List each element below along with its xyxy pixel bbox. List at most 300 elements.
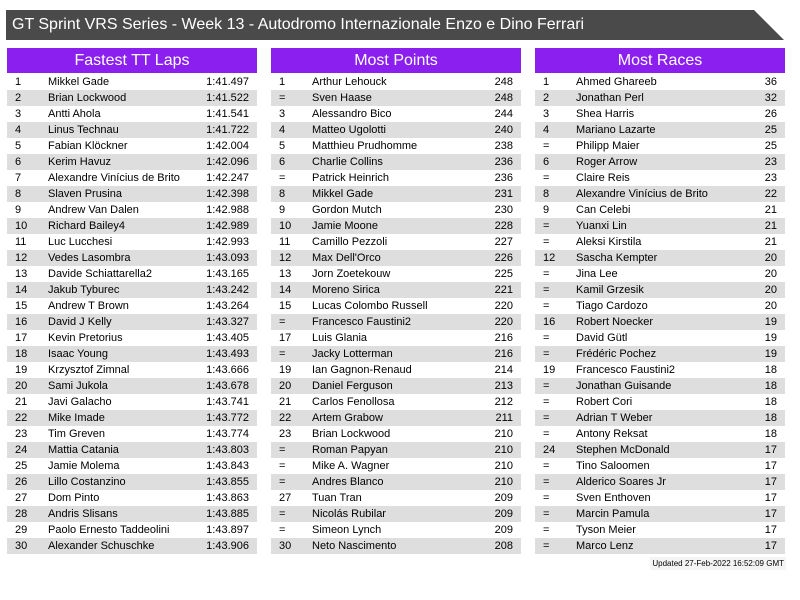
table-row	[271, 234, 521, 250]
position-cell: 11	[279, 236, 291, 248]
position-cell: =	[543, 220, 550, 232]
table-row	[271, 506, 521, 522]
value-cell: 248	[494, 92, 513, 104]
table-row	[535, 122, 785, 138]
driver-name-cell: Jina Lee	[576, 268, 618, 280]
table-row	[7, 234, 257, 250]
driver-name-cell: Patrick Heinrich	[312, 172, 390, 184]
table-row	[271, 138, 521, 154]
value-cell: 220	[494, 300, 513, 312]
position-cell: 30	[15, 540, 28, 552]
position-cell: 8	[279, 188, 286, 200]
value-cell: 209	[494, 508, 513, 520]
table-row	[271, 538, 521, 554]
panel-title-most-points: Most Points	[271, 48, 521, 73]
position-cell: =	[279, 172, 286, 184]
value-cell: 216	[494, 332, 513, 344]
value-cell: 1:43.666	[206, 364, 249, 376]
position-cell: 29	[15, 524, 28, 536]
value-cell: 32	[764, 92, 777, 104]
table-row	[271, 490, 521, 506]
driver-name-cell: Antti Ahola	[48, 108, 101, 120]
driver-name-cell: Tino Saloomen	[576, 460, 650, 472]
table-row	[535, 522, 785, 538]
table-row	[535, 282, 785, 298]
table-row	[535, 314, 785, 330]
driver-name-cell: Jonathan Perl	[576, 92, 644, 104]
value-cell: 225	[494, 268, 513, 280]
driver-name-cell: Tuan Tran	[312, 492, 362, 504]
value-cell: 209	[494, 492, 513, 504]
table-row	[535, 202, 785, 218]
position-cell: 1	[15, 76, 22, 88]
driver-name-cell: Jacky Lotterman	[312, 348, 393, 360]
value-cell: 1:43.774	[206, 428, 249, 440]
value-cell: 1:43.493	[206, 348, 249, 360]
value-cell: 228	[494, 220, 513, 232]
position-cell: 18	[15, 348, 28, 360]
driver-name-cell: Lillo Costanzino	[48, 476, 126, 488]
position-cell: 8	[15, 188, 22, 200]
position-cell: 20	[279, 380, 292, 392]
table-row	[271, 122, 521, 138]
driver-name-cell: Mikkel Gade	[312, 188, 374, 200]
table-row	[271, 218, 521, 234]
table-row	[7, 330, 257, 346]
value-cell: 23	[764, 156, 777, 168]
table-row	[271, 394, 521, 410]
table-row	[7, 442, 257, 458]
value-cell: 23	[764, 172, 777, 184]
position-cell: 9	[279, 204, 286, 216]
table-row	[535, 74, 785, 90]
value-cell: 1:43.327	[206, 316, 249, 328]
position-cell: 19	[15, 364, 28, 376]
table-row	[271, 410, 521, 426]
table-row	[535, 266, 785, 282]
driver-name-cell: Vedes Lasombra	[48, 252, 131, 264]
table-row	[535, 362, 785, 378]
value-cell: 18	[764, 396, 777, 408]
driver-name-cell: Kerim Havuz	[48, 156, 111, 168]
driver-name-cell: Slaven Prusina	[48, 188, 122, 200]
driver-name-cell: Adrian T Weber	[576, 412, 653, 424]
position-cell: =	[543, 140, 550, 152]
table-row	[535, 474, 785, 490]
most-races-list	[535, 74, 785, 554]
driver-name-cell: Alexandre Vinícius de Brito	[48, 172, 180, 184]
value-cell: 17	[764, 524, 777, 536]
driver-name-cell: Max Dell'Orco	[312, 252, 381, 264]
value-cell: 17	[764, 508, 777, 520]
driver-name-cell: Paolo Ernesto Taddeolini	[48, 524, 170, 536]
table-row	[7, 218, 257, 234]
position-cell: =	[543, 300, 550, 312]
table-row	[535, 298, 785, 314]
value-cell: 18	[764, 412, 777, 424]
table-row	[7, 250, 257, 266]
position-cell: =	[279, 444, 286, 456]
table-row	[7, 282, 257, 298]
value-cell: 18	[764, 364, 777, 376]
table-row	[7, 538, 257, 554]
driver-name-cell: Moreno Sirica	[312, 284, 380, 296]
position-cell: =	[543, 508, 550, 520]
table-row	[7, 138, 257, 154]
position-cell: 17	[15, 332, 28, 344]
driver-name-cell: Sami Jukola	[48, 380, 108, 392]
driver-name-cell: Kamil Grzesik	[576, 284, 644, 296]
position-cell: =	[279, 316, 286, 328]
table-row	[271, 202, 521, 218]
table-row	[7, 490, 257, 506]
value-cell: 226	[494, 252, 513, 264]
position-cell: =	[543, 268, 550, 280]
driver-name-cell: Claire Reis	[576, 172, 630, 184]
driver-name-cell: Mattia Catania	[48, 444, 119, 456]
position-cell: =	[543, 284, 550, 296]
driver-name-cell: Richard Bailey4	[48, 220, 126, 232]
table-row	[271, 106, 521, 122]
driver-name-cell: Antony Reksat	[576, 428, 648, 440]
position-cell: 30	[279, 540, 292, 552]
table-row	[271, 474, 521, 490]
value-cell: 17	[764, 444, 777, 456]
table-row	[7, 474, 257, 490]
value-cell: 210	[494, 460, 513, 472]
value-cell: 1:41.522	[206, 92, 249, 104]
driver-name-cell: Marco Lenz	[576, 540, 634, 552]
table-row	[535, 490, 785, 506]
table-row	[535, 410, 785, 426]
table-row	[7, 394, 257, 410]
value-cell: 17	[764, 492, 777, 504]
driver-name-cell: Mariano Lazarte	[576, 124, 656, 136]
table-row	[535, 250, 785, 266]
driver-name-cell: Stephen McDonald	[576, 444, 670, 456]
table-row	[7, 122, 257, 138]
table-row	[7, 298, 257, 314]
driver-name-cell: Frédéric Pochez	[576, 348, 657, 360]
table-row	[7, 362, 257, 378]
table-row	[535, 90, 785, 106]
position-cell: 12	[543, 252, 556, 264]
driver-name-cell: Sascha Kempter	[576, 252, 658, 264]
position-cell: 10	[15, 220, 28, 232]
table-row	[7, 378, 257, 394]
driver-name-cell: Jakub Tyburec	[48, 284, 120, 296]
position-cell: =	[279, 508, 286, 520]
driver-name-cell: Jonathan Guisande	[576, 380, 672, 392]
table-row	[271, 282, 521, 298]
table-row	[271, 170, 521, 186]
table-row	[7, 410, 257, 426]
position-cell: =	[543, 236, 550, 248]
table-row	[535, 506, 785, 522]
position-cell: 13	[279, 268, 292, 280]
table-row	[535, 458, 785, 474]
driver-name-cell: Krzysztof Zimnal	[48, 364, 130, 376]
table-row	[7, 186, 257, 202]
position-cell: =	[543, 428, 550, 440]
position-cell: 4	[279, 124, 286, 136]
driver-name-cell: Alexandre Vinícius de Brito	[576, 188, 708, 200]
position-cell: 6	[15, 156, 22, 168]
table-row	[271, 522, 521, 538]
position-cell: =	[543, 172, 550, 184]
table-row	[7, 170, 257, 186]
position-cell: 23	[279, 428, 292, 440]
driver-name-cell: Artem Grabow	[312, 412, 383, 424]
table-row	[7, 202, 257, 218]
table-row	[271, 250, 521, 266]
table-row	[535, 330, 785, 346]
value-cell: 230	[494, 204, 513, 216]
position-cell: =	[543, 396, 550, 408]
value-cell: 1:43.855	[206, 476, 249, 488]
driver-name-cell: Ahmed Ghareeb	[576, 76, 657, 88]
table-row	[271, 346, 521, 362]
value-cell: 1:42.398	[206, 188, 249, 200]
table-row	[535, 170, 785, 186]
panel-title-most-races: Most Races	[535, 48, 785, 73]
driver-name-cell: Camillo Pezzoli	[312, 236, 388, 248]
value-cell: 248	[494, 76, 513, 88]
position-cell: =	[543, 380, 550, 392]
value-cell: 1:43.093	[206, 252, 249, 264]
driver-name-cell: Arthur Lehouck	[312, 76, 387, 88]
value-cell: 210	[494, 428, 513, 440]
value-cell: 36	[764, 76, 777, 88]
driver-name-cell: Jorn Zoetekouw	[312, 268, 391, 280]
driver-name-cell: Isaac Young	[48, 348, 108, 360]
value-cell: 26	[764, 108, 777, 120]
position-cell: 19	[279, 364, 292, 376]
value-cell: 1:42.004	[206, 140, 249, 152]
table-row	[535, 106, 785, 122]
driver-name-cell: Alderico Soares Jr	[576, 476, 666, 488]
position-cell: 26	[15, 476, 28, 488]
table-row	[7, 426, 257, 442]
table-row	[271, 186, 521, 202]
position-cell: 10	[279, 220, 292, 232]
driver-name-cell: Aleksi Kirstila	[576, 236, 642, 248]
position-cell: 4	[543, 124, 550, 136]
value-cell: 1:42.988	[206, 204, 249, 216]
table-row	[7, 74, 257, 90]
driver-name-cell: Nicolás Rubilar	[312, 508, 386, 520]
position-cell: 8	[543, 188, 550, 200]
value-cell: 1:41.497	[206, 76, 249, 88]
position-cell: 15	[15, 300, 28, 312]
value-cell: 211	[495, 412, 513, 424]
driver-name-cell: Mike Imade	[48, 412, 105, 424]
position-cell: 21	[15, 396, 28, 408]
driver-name-cell: Sven Enthoven	[576, 492, 651, 504]
fastest-tt-laps-list	[7, 74, 257, 554]
driver-name-cell: Alessandro Bico	[312, 108, 392, 120]
driver-name-cell: Gordon Mutch	[312, 204, 382, 216]
driver-name-cell: Robert Noecker	[576, 316, 654, 328]
driver-name-cell: Dom Pinto	[48, 492, 100, 504]
driver-name-cell: Roger Arrow	[576, 156, 638, 168]
position-cell: 1	[543, 76, 550, 88]
position-cell: 3	[15, 108, 22, 120]
value-cell: 210	[494, 476, 513, 488]
driver-name-cell: Brian Lockwood	[312, 428, 391, 440]
driver-name-cell: David J Kelly	[48, 316, 112, 328]
value-cell: 213	[494, 380, 513, 392]
table-row	[7, 314, 257, 330]
value-cell: 244	[494, 108, 513, 120]
position-cell: 12	[15, 252, 28, 264]
driver-name-cell: Luis Glania	[312, 332, 368, 344]
table-row	[271, 154, 521, 170]
table-row	[535, 394, 785, 410]
value-cell: 236	[494, 172, 513, 184]
table-row	[271, 314, 521, 330]
position-cell: 21	[279, 396, 292, 408]
position-cell: =	[543, 332, 550, 344]
driver-name-cell: David Gütl	[576, 332, 628, 344]
position-cell: 11	[15, 236, 27, 248]
table-row	[535, 186, 785, 202]
driver-name-cell: Yuanxi Lin	[576, 220, 627, 232]
driver-name-cell: Alexander Schuschke	[48, 540, 155, 552]
driver-name-cell: Neto Nascimento	[312, 540, 397, 552]
value-cell: 18	[764, 428, 777, 440]
driver-name-cell: Andris Slisans	[48, 508, 118, 520]
position-cell: 22	[279, 412, 292, 424]
table-row	[271, 74, 521, 90]
value-cell: 17	[764, 540, 777, 552]
driver-name-cell: Marcin Pamula	[576, 508, 650, 520]
value-cell: 1:43.843	[206, 460, 249, 472]
value-cell: 1:43.242	[206, 284, 249, 296]
position-cell: 23	[15, 428, 28, 440]
driver-name-cell: Francesco Faustini2	[576, 364, 676, 376]
table-row	[535, 538, 785, 554]
position-cell: =	[543, 460, 550, 472]
position-cell: 24	[543, 444, 556, 456]
value-cell: 238	[494, 140, 513, 152]
page-header	[6, 10, 784, 40]
table-row	[535, 218, 785, 234]
driver-name-cell: Tiago Cardozo	[576, 300, 648, 312]
value-cell: 17	[764, 476, 777, 488]
position-cell: 1	[279, 76, 286, 88]
table-row	[271, 298, 521, 314]
table-row	[271, 330, 521, 346]
table-row	[535, 154, 785, 170]
position-cell: =	[279, 348, 286, 360]
position-cell: 2	[15, 92, 22, 104]
position-cell: =	[279, 524, 286, 536]
position-cell: =	[279, 460, 286, 472]
fastest-tt-laps-panel	[7, 48, 257, 554]
driver-name-cell: Mikkel Gade	[48, 76, 110, 88]
value-cell: 18	[764, 380, 777, 392]
value-cell: 1:41.541	[206, 108, 249, 120]
value-cell: 216	[494, 348, 513, 360]
driver-name-cell: Shea Harris	[576, 108, 635, 120]
driver-name-cell: Tyson Meier	[576, 524, 636, 536]
value-cell: 1:42.247	[206, 172, 249, 184]
value-cell: 21	[764, 204, 777, 216]
value-cell: 1:43.863	[206, 492, 249, 504]
value-cell: 208	[494, 540, 513, 552]
position-cell: 20	[15, 380, 28, 392]
position-cell: 9	[15, 204, 22, 216]
value-cell: 20	[764, 284, 777, 296]
value-cell: 21	[764, 236, 777, 248]
driver-name-cell: Fabian Klöckner	[48, 140, 128, 152]
value-cell: 25	[764, 124, 777, 136]
position-cell: 3	[543, 108, 550, 120]
value-cell: 21	[764, 220, 777, 232]
position-cell: 17	[279, 332, 292, 344]
position-cell: 4	[15, 124, 22, 136]
driver-name-cell: Ian Gagnon-Renaud	[312, 364, 412, 376]
value-cell: 220	[494, 316, 513, 328]
value-cell: 240	[494, 124, 513, 136]
driver-name-cell: Kevin Pretorius	[48, 332, 123, 344]
driver-name-cell: Francesco Faustini2	[312, 316, 412, 328]
table-row	[7, 106, 257, 122]
table-row	[271, 362, 521, 378]
position-cell: 12	[279, 252, 292, 264]
table-row	[7, 506, 257, 522]
most-points-panel	[271, 48, 521, 554]
value-cell: 19	[764, 332, 777, 344]
driver-name-cell: Philipp Maier	[576, 140, 640, 152]
driver-name-cell: Andrew Van Dalen	[48, 204, 139, 216]
value-cell: 19	[764, 316, 777, 328]
driver-name-cell: Matteo Ugolotti	[312, 124, 386, 136]
table-row	[7, 154, 257, 170]
value-cell: 20	[764, 252, 777, 264]
position-cell: 16	[15, 316, 28, 328]
value-cell: 236	[494, 156, 513, 168]
driver-name-cell: Mike A. Wagner	[312, 460, 390, 472]
driver-name-cell: Davide Schiattarella2	[48, 268, 152, 280]
position-cell: =	[543, 412, 550, 424]
position-cell: 6	[279, 156, 286, 168]
position-cell: =	[279, 476, 286, 488]
value-cell: 231	[494, 188, 513, 200]
driver-name-cell: Linus Technau	[48, 124, 119, 136]
value-cell: 19	[764, 348, 777, 360]
position-cell: 25	[15, 460, 28, 472]
driver-name-cell: Daniel Ferguson	[312, 380, 393, 392]
value-cell: 1:41.722	[206, 124, 249, 136]
position-cell: 5	[279, 140, 286, 152]
value-cell: 212	[494, 396, 513, 408]
driver-name-cell: Andres Blanco	[312, 476, 384, 488]
driver-name-cell: Carlos Fenollosa	[312, 396, 395, 408]
table-row	[7, 90, 257, 106]
value-cell: 209	[494, 524, 513, 536]
page-title: GT Sprint VRS Series - Week 13 - Autodromo Internazionale Enzo e Dino Ferrari	[12, 16, 585, 33]
driver-name-cell: Javi Galacho	[48, 396, 112, 408]
value-cell: 1:43.885	[206, 508, 249, 520]
value-cell: 17	[764, 460, 777, 472]
value-cell: 1:43.803	[206, 444, 249, 456]
position-cell: =	[543, 348, 550, 360]
value-cell: 1:43.264	[206, 300, 249, 312]
position-cell: 13	[15, 268, 28, 280]
driver-name-cell: Robert Cori	[576, 396, 633, 408]
